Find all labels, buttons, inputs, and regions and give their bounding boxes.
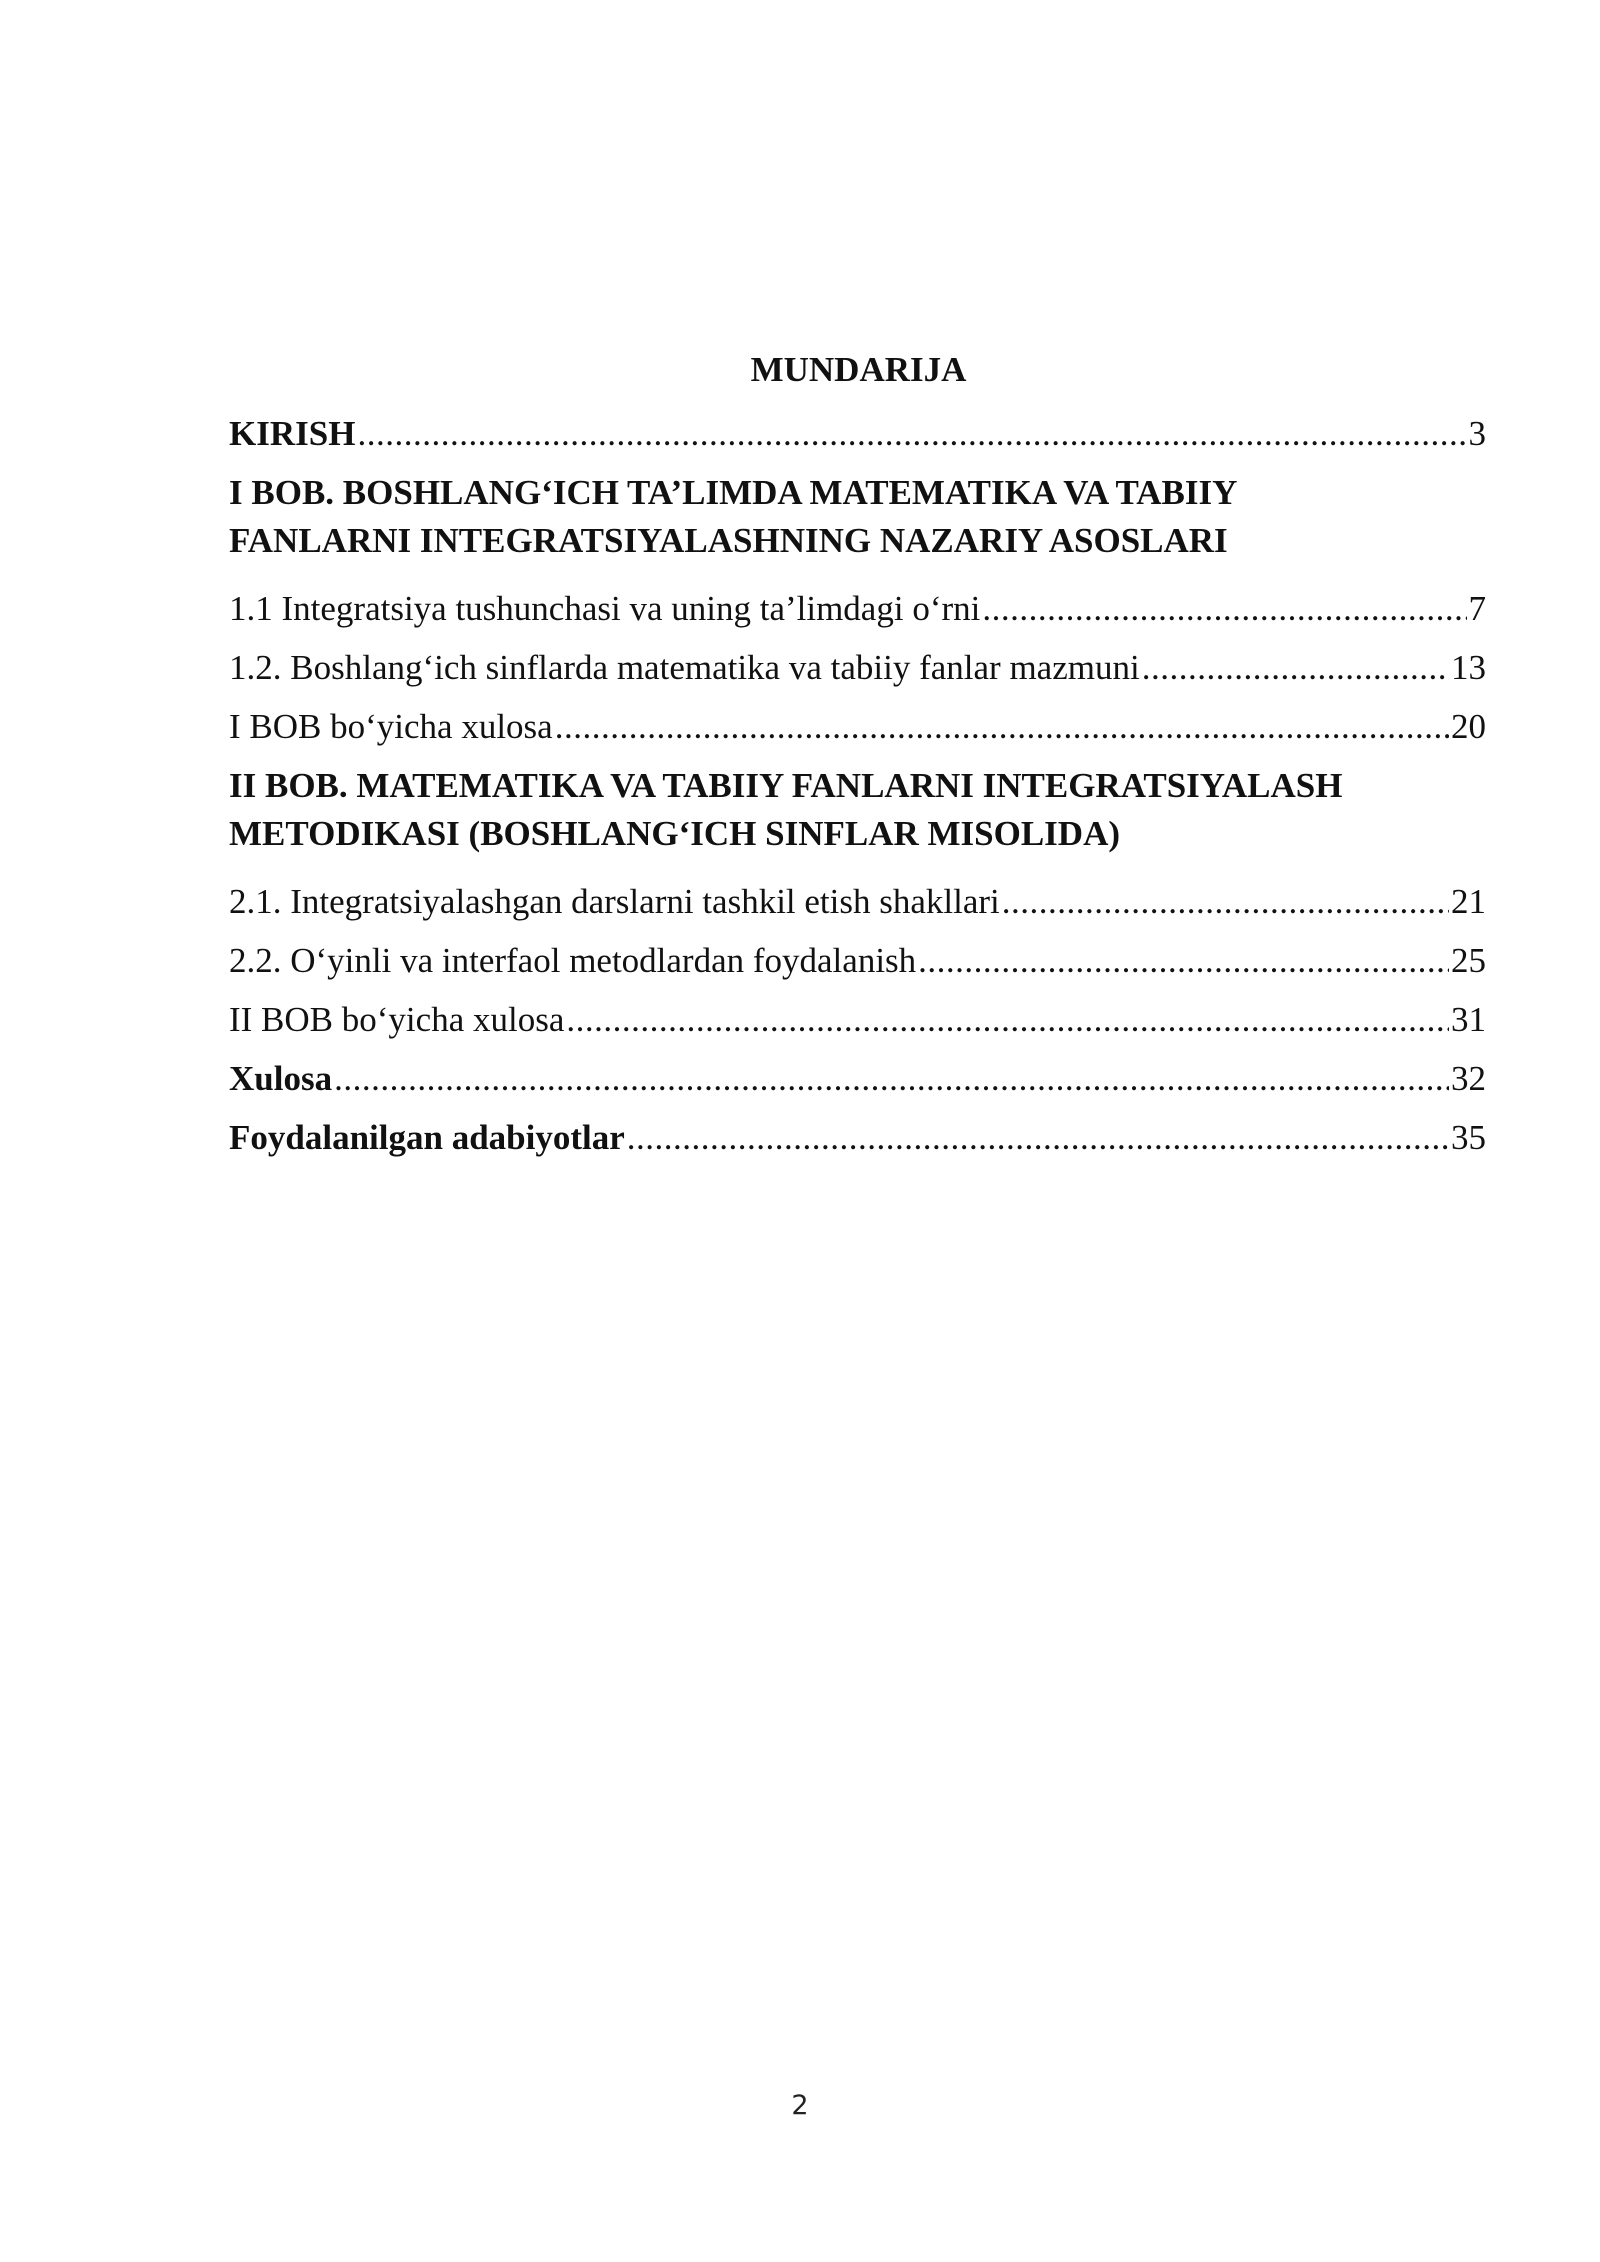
toc-entry-label: Xulosa bbox=[229, 1059, 333, 1098]
toc-entry-page: 25 bbox=[1451, 941, 1486, 980]
toc-entry-chapter-2-summary bbox=[229, 990, 1486, 1049]
toc-entry-section-2-2 bbox=[229, 931, 1486, 990]
toc-entry-label: 2.2. O‘yinli va interfaol metodlardan foydalanish bbox=[229, 941, 917, 980]
page-number: 2 bbox=[791, 2090, 809, 2121]
dot-leader bbox=[357, 404, 1466, 463]
dot-leader bbox=[334, 1049, 1449, 1108]
toc-entry-page: 20 bbox=[1451, 707, 1486, 746]
dot-leader bbox=[627, 1108, 1449, 1167]
toc-entry-page: 31 bbox=[1451, 1000, 1486, 1039]
toc-entry-label: KIRISH bbox=[229, 414, 356, 453]
toc-chapter-1-heading bbox=[229, 469, 1486, 565]
toc-entry-label: Foydalanilgan adabiyotlar bbox=[229, 1118, 625, 1157]
dot-leader bbox=[1002, 872, 1449, 931]
toc-entry-label: 1.1 Integratsiya tushunchasi va uning ta’limdagi o‘rni bbox=[229, 589, 981, 628]
toc-entry-page: 32 bbox=[1451, 1059, 1486, 1098]
toc-entry-page: 21 bbox=[1451, 882, 1486, 921]
toc-entry-intro bbox=[229, 404, 1486, 463]
toc-entry-label: I BOB bo‘yicha xulosa bbox=[229, 707, 553, 746]
chapter-heading-line: METODIKASI (BOSHLANG‘ICH SINFLAR MISOLIDA) bbox=[229, 814, 1121, 853]
toc-entry-page: 35 bbox=[1451, 1118, 1486, 1157]
toc-entry-label: 1.2. Boshlang‘ich sinflarda matematika va tabiiy fanlar mazmuni bbox=[229, 648, 1140, 687]
toc-entry-references bbox=[229, 1108, 1486, 1167]
toc-entry-section-2-1 bbox=[229, 872, 1486, 931]
chapter-heading-line: I BOB. BOSHLANG‘ICH TA’LIMDA MATEMATIKA VA TABIIY bbox=[229, 473, 1238, 512]
toc-entry-chapter-1-summary bbox=[229, 697, 1486, 756]
chapter-heading-line: II BOB. MATEMATIKA VA TABIIY FANLARNI INTEGRATSIYALASH bbox=[229, 766, 1343, 805]
dot-leader bbox=[918, 931, 1449, 990]
toc-entry-conclusion bbox=[229, 1049, 1486, 1108]
toc-chapter-2-heading bbox=[229, 762, 1486, 858]
toc-entry-page: 3 bbox=[1468, 414, 1486, 453]
toc-entry-section-1-1 bbox=[229, 579, 1486, 638]
toc-entry-label: II BOB bo‘yicha xulosa bbox=[229, 1000, 565, 1039]
toc-entry-page: 13 bbox=[1451, 648, 1486, 687]
table-of-contents bbox=[229, 340, 1486, 1167]
dot-leader bbox=[1142, 638, 1449, 697]
toc-entry-label: 2.1. Integratsiyalashgan darslarni tashkil etish shakllari bbox=[229, 882, 1000, 921]
toc-entry-page: 7 bbox=[1468, 589, 1486, 628]
toc-entry-section-1-2 bbox=[229, 638, 1486, 697]
dot-leader bbox=[555, 697, 1449, 756]
chapter-heading-line: FANLARNI INTEGRATSIYALASHNING NAZARIY ASOSLARI bbox=[229, 521, 1228, 560]
toc-title: MUNDARIJA bbox=[750, 350, 967, 389]
dot-leader bbox=[566, 990, 1449, 1049]
dot-leader bbox=[982, 579, 1466, 638]
